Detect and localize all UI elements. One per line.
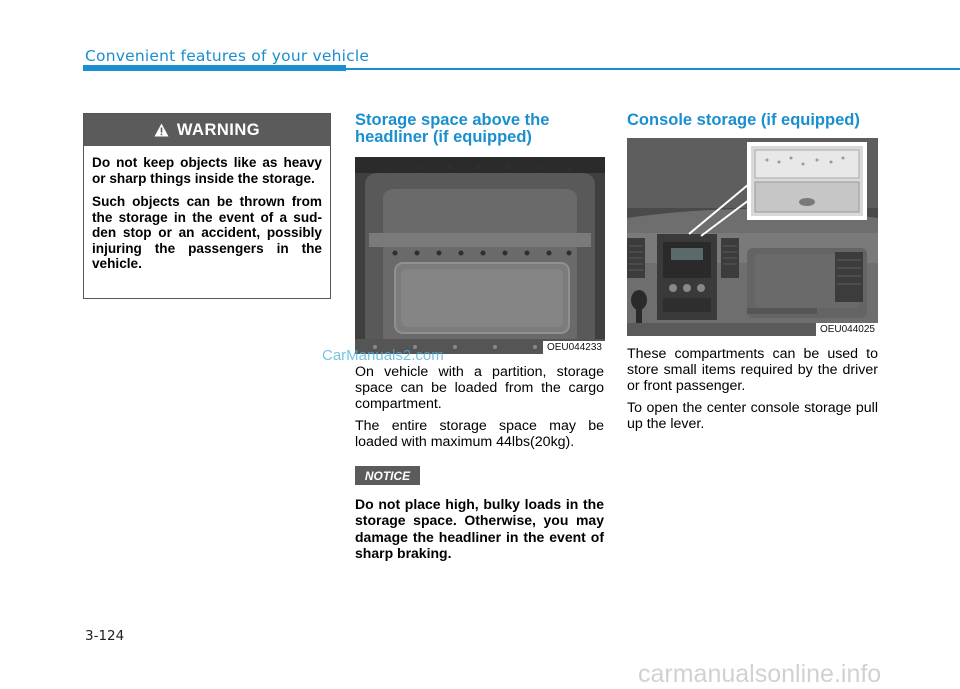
console-body [627, 346, 878, 438]
storage-section-title: Storage space above the headliner (if equipped) [355, 111, 550, 146]
headliner-storage-illustration [355, 157, 605, 354]
console-storage-photo [627, 138, 878, 336]
headliner-storage-photo [355, 157, 605, 354]
storage-body [355, 364, 604, 456]
watermark-footer: carmanualsonline.info [638, 660, 882, 688]
warning-triangle-icon [154, 123, 169, 137]
section-header-title: Convenient features of your vehicle [85, 47, 370, 65]
storage-paragraph: On vehicle with a partition, storage space can be loaded from the cargo compartment. [355, 364, 604, 412]
notice-text: Do not place high, bulky loads in the storage space. Otherwise, you may damage the headliner in the event of sharp braking. [355, 496, 604, 561]
console-storage-illustration [627, 138, 878, 336]
page-number: 3-124 [85, 628, 125, 644]
warning-label: WARNING [176, 120, 261, 139]
console-paragraph: These compartments can be used to store small items required by the driver or front passenger. [627, 346, 878, 394]
image-code: OEU044025 [816, 323, 878, 336]
warning-body [84, 146, 330, 272]
notice-badge: NOTICE [355, 466, 420, 485]
console-paragraph: To open the center console storage pull up the lever. [627, 400, 878, 432]
warning-box [83, 113, 331, 299]
storage-paragraph: The entire storage space may be loaded with maximum 44lbs(20kg). [355, 418, 604, 450]
warning-paragraph: Do not keep objects like as heavy or sharp things inside the storage. [92, 155, 322, 186]
console-section-title: Console storage (if equipped) [627, 111, 860, 129]
header-rule-accent [83, 65, 346, 71]
header-rule [346, 68, 960, 70]
watermark-link[interactable]: CarManuals2.com [322, 347, 444, 364]
warning-header [84, 114, 330, 146]
warning-paragraph: Such objects can be thrown from the storage in the event of a sud-den stop or an accident, possibly injuring the passengers in the vehicle. [92, 194, 322, 271]
image-code: OEU044233 [543, 341, 605, 354]
